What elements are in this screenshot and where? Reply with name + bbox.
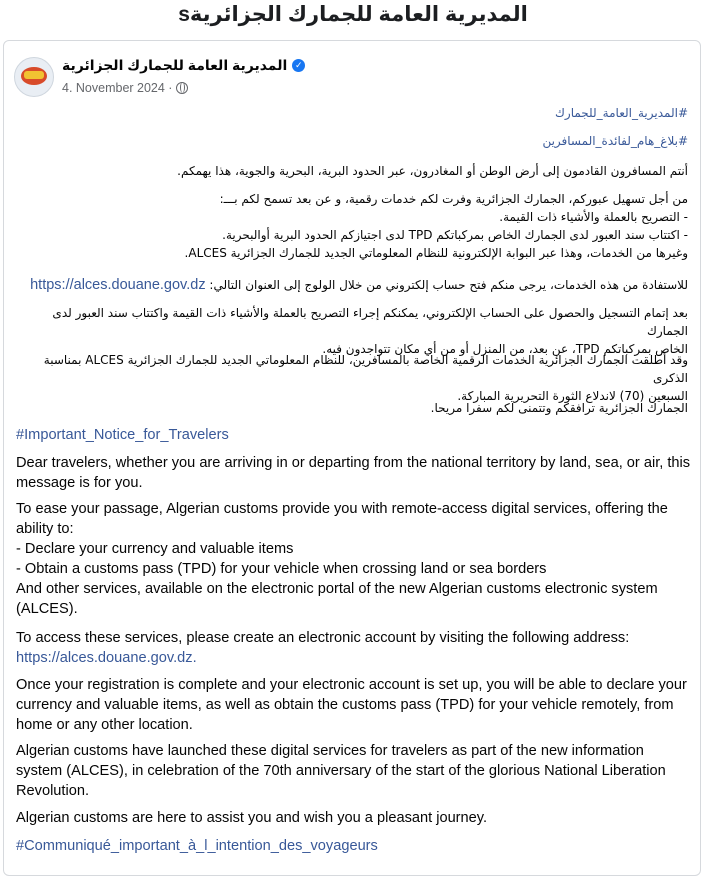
hashtag-ar-1[interactable]: #المديرية_العامة_للجمارك	[555, 106, 688, 120]
avatar-logo-band	[24, 71, 44, 79]
en-paragraph-3	[16, 628, 692, 668]
hashtag-ar-2[interactable]: #بلاغ_هام_لفائدة_المسافرين	[542, 134, 688, 148]
en-line: - Declare your currency and valuable items	[16, 541, 294, 557]
en-link[interactable]: https://alces.douane.gov.dz.	[16, 650, 197, 666]
verified-badge-icon: ✓	[292, 59, 305, 72]
ar-line: وقد أطلقت الجمارك الجزائرية الخدمات الرقمية الخاصة بالمسافرين، للنظام المعلوماتي الجديد للجمارك الجزائرية ALCES بمناسبة الذكرى	[43, 353, 688, 385]
ar-paragraph-1: أنتم المسافرون القادمون إلى أرض الوطن أو المغادرون، عبر الحدود البرية، البحرية والجوية، هذا يهمكم.	[177, 164, 688, 178]
ar-line: وغيرها من الخدمات، وهذا عبر البوابة الإلكترونية للنظام المعلوماتي الجديد للجمارك الجزائرية ALCES.	[184, 246, 688, 260]
ar-paragraph-5	[8, 351, 688, 405]
ar-paragraph-6: الجمارك الجزائرية ترافقكم وتتمنى لكم سفرا مريحا.	[430, 401, 688, 415]
hashtag-fr[interactable]: #Communiqué_important_à_l_intention_des_voyageurs	[16, 838, 378, 854]
en-paragraph-4: Once your registration is complete and your electronic account is set up, you will be able to declare your currency and valuable items, as well as obtain the customs pass (TPD) for your vehicle remotely, from home or any other location.	[16, 677, 687, 733]
avatar[interactable]	[14, 57, 54, 97]
ar-line: - التصريح بالعملة والأشياء ذات القيمة.	[499, 210, 688, 224]
ar-link[interactable]: https://alces.douane.gov.dz	[30, 277, 206, 293]
en-line: And other services, available on the electronic portal of the new Algerian customs electronic system (ALCES).	[16, 581, 658, 617]
page-title: المديرية العامة للجمارك الجزائريةs	[178, 3, 528, 26]
en-paragraph-6: Algerian customs are here to assist you and wish you a pleasant journey.	[16, 810, 488, 826]
en-paragraph-5: Algerian customs have launched these digital services for travelers as part of the new information system (ALCES), in celebration of the 70th anniversary of the start of the glorious National Liberation Revolution.	[16, 743, 666, 799]
ar-paragraph-2	[8, 190, 688, 262]
en-paragraph-1: Dear travelers, whether you are arriving in or departing from the national territory by land, sea, or air, this message is for you.	[16, 455, 691, 491]
globe-icon	[176, 82, 188, 94]
ar-line: الخاص بمركباتكم TPD، عن بعد، من المنزل أو من أي مكان تتواجدون فيه.	[322, 342, 688, 356]
ar-access-text: للاستفادة من هذه الخدمات، يرجى منكم فتح حساب إلكتروني من خلال الولوج إلى العنوان التالي:	[209, 278, 688, 292]
ar-line: بعد إتمام التسجيل والحصول على الحساب الإلكتروني، يمكنكم إجراء التصريح بالعملة والأشياء ذات القيمة واكتتاب سند العبور لدى الجمارك	[52, 306, 688, 338]
en-paragraph-2	[16, 499, 692, 619]
ar-line: - اكتتاب سند العبور لدى الجمارك الخاص بمركباتكم TPD لدى اجتيازكم الحدود البرية أوالبحرية.	[222, 228, 688, 242]
post-card	[3, 40, 701, 876]
post-author-name[interactable]: المديرية العامة للجمارك الجزائرية	[62, 57, 288, 73]
ar-line: السبعين (70) لاندلاع الثورة التحريرية المباركة.	[457, 389, 688, 403]
post-author[interactable]	[62, 57, 305, 74]
ar-paragraph-3	[8, 275, 688, 295]
en-line: To ease your passage, Algerian customs provide you with remote-access digital services, offering the ability to:	[16, 501, 668, 537]
ar-line: من أجل تسهيل عبوركم، الجمارك الجزائرية وفرت لكم خدمات رقمية، و عن بعد تسمح لكم بـــ:	[219, 192, 688, 206]
en-access-text: To access these services, please create an electronic account by visiting the following address:	[16, 630, 630, 646]
post-date-text[interactable]: 4. November 2024 ·	[62, 81, 173, 95]
ar-paragraph-4	[8, 304, 688, 358]
post-date[interactable]	[62, 81, 188, 95]
en-line: - Obtain a customs pass (TPD) for your vehicle when crossing land or sea borders	[16, 561, 547, 577]
hashtag-en[interactable]: #Important_Notice_for_Travelers	[16, 427, 229, 443]
